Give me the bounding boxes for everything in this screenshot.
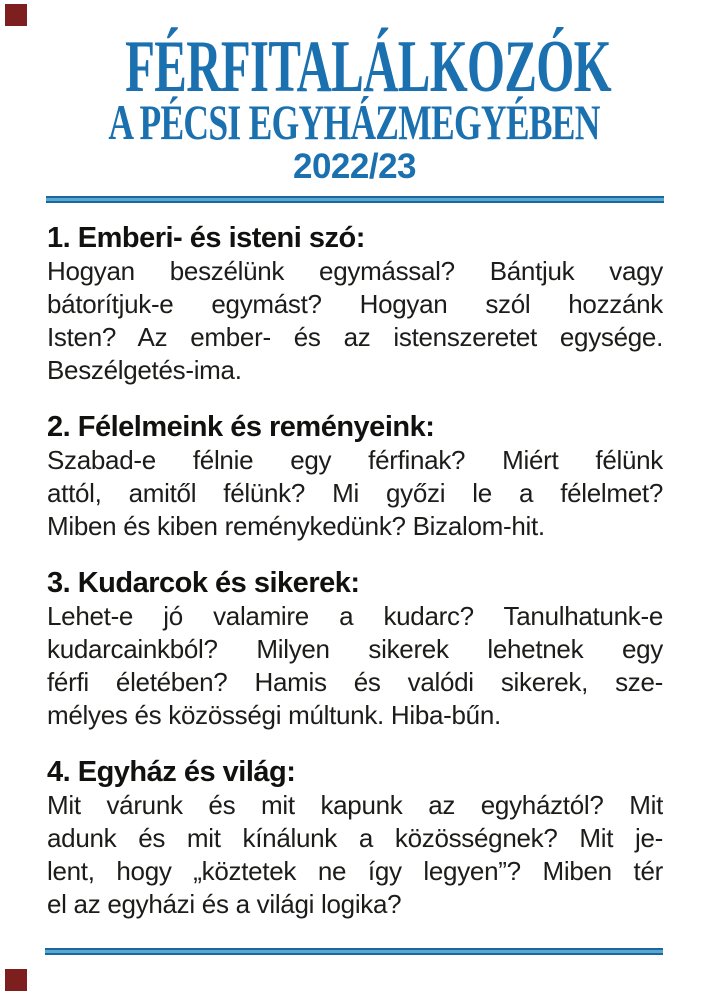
- bottom-divider-rule: [45, 948, 663, 955]
- body-line: el az egyházi és a világi logika?: [47, 889, 402, 919]
- season-label: 2022/23: [292, 147, 417, 186]
- body-line: Isten? Az ember- és az istenszeretet egysége.: [47, 322, 663, 352]
- section-body: [47, 789, 663, 921]
- section: [47, 567, 663, 732]
- season-row: [0, 147, 709, 186]
- body-line: kudarcainkból? Milyen sikerek lehetnek egy: [47, 634, 663, 664]
- body-line: Lehet-e jó valamire a kudarc? Tanulhatunk-e: [47, 601, 663, 631]
- section: [47, 756, 663, 921]
- body-line: férfi életében? Hamis és valódi sikerek, sze-: [47, 667, 663, 697]
- section-heading: 4. Egyház és világ:: [47, 756, 296, 788]
- section-body: [47, 255, 663, 387]
- top-divider-rule: [46, 196, 664, 203]
- body-line: adunk és mit kínálunk a közösségnek? Mit je-: [47, 823, 663, 853]
- body-line: Mit várunk és mit kapunk az egyháztól? Mit: [47, 790, 663, 820]
- body-line: Hogyan beszélünk egymással? Bántjuk vagy: [47, 256, 663, 286]
- page-subtitle: A PÉCSI EGYHÁZMEGYÉBEN: [108, 94, 601, 150]
- section-body: [47, 444, 663, 543]
- corner-mark-bottom-left: [5, 969, 27, 991]
- section: [47, 411, 663, 543]
- page-title: FÉRFITALÁLKOZÓK: [125, 26, 611, 108]
- body-line: bátorítjuk-e egymást? Hogyan szól hozzánk: [47, 289, 663, 319]
- sections: [47, 222, 663, 945]
- body-line: attól, amitől félünk? Mi győzi le a félelmet?: [47, 478, 663, 508]
- section-heading: 1. Emberi- és isteni szó:: [47, 222, 365, 254]
- section: [47, 222, 663, 387]
- corner-mark-top-left: [5, 4, 27, 26]
- body-line: lent, hogy „köztetek ne így legyen”? Miben tér: [47, 856, 663, 886]
- body-line: Miben és kiben reménykedünk? Bizalom-hit.: [47, 511, 545, 541]
- body-line: mélyes és közösségi múltunk. Hiba-bűn.: [47, 700, 501, 730]
- title-row: [0, 26, 709, 108]
- section-heading: 2. Félelmeink és reményeink:: [47, 411, 435, 443]
- section-body: [47, 600, 663, 732]
- body-line: Beszélgetés-ima.: [47, 355, 242, 385]
- flyer-header: [0, 0, 709, 203]
- body-line: Szabad-e félnie egy férfinak? Miért félünk: [47, 445, 663, 475]
- section-heading: 3. Kudarcok és sikerek:: [47, 567, 360, 599]
